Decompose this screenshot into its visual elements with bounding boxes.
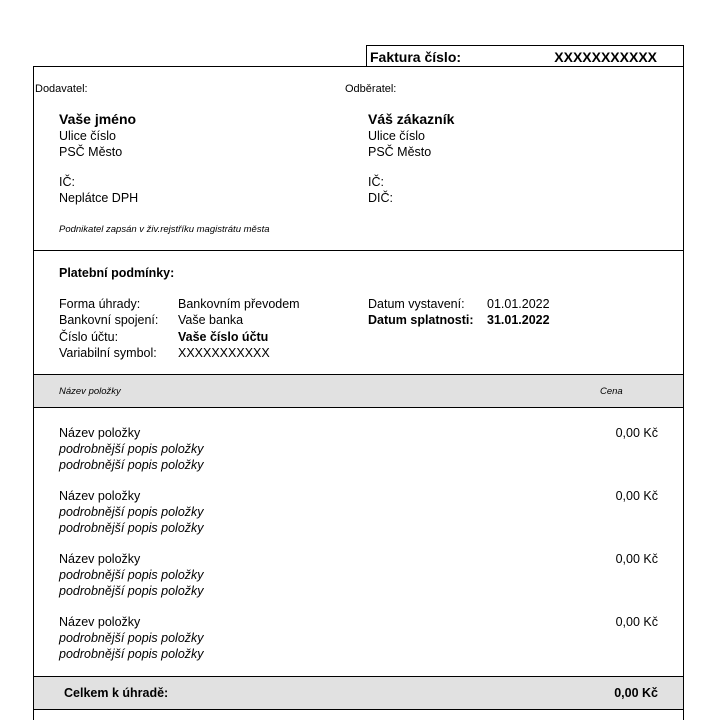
item-price: 0,00 Kč bbox=[615, 615, 658, 629]
total-label: Celkem k úhradě: bbox=[64, 686, 169, 700]
item-name: Název položky bbox=[59, 615, 141, 629]
items-header-name: Název položky bbox=[59, 386, 121, 397]
item-price: 0,00 Kč bbox=[615, 489, 658, 503]
item-description: podrobnější popis položky bbox=[59, 647, 204, 661]
customer-heading: Odběratel: bbox=[345, 83, 397, 95]
supplier-street: Ulice číslo bbox=[59, 129, 116, 143]
total-value: 0,00 Kč bbox=[614, 686, 658, 700]
issue-date-label: Datum vystavení: bbox=[368, 297, 465, 311]
payment-method-value: Bankovním převodem bbox=[178, 297, 300, 311]
item-description: podrobnější popis položky bbox=[59, 584, 204, 598]
item-price: 0,00 Kč bbox=[615, 552, 658, 566]
divider bbox=[33, 407, 684, 408]
account-value: Vaše číslo účtu bbox=[178, 330, 269, 344]
customer-dic: DIČ: bbox=[368, 191, 393, 205]
account-label: Číslo účtu: bbox=[59, 330, 119, 344]
item-name: Název položky bbox=[59, 489, 141, 503]
item-description: podrobnější popis položky bbox=[59, 505, 204, 519]
customer-city: PSČ Město bbox=[368, 145, 432, 159]
customer-ic: IČ: bbox=[368, 175, 384, 189]
invoice-number-label: Faktura číslo: bbox=[370, 49, 462, 65]
customer-street: Ulice číslo bbox=[368, 129, 425, 143]
supplier-name: Vaše jméno bbox=[59, 111, 137, 127]
invoice-number-box bbox=[366, 45, 684, 67]
divider bbox=[33, 709, 684, 710]
item-description: podrobnější popis položky bbox=[59, 631, 204, 645]
variable-symbol-value: XXXXXXXXXXX bbox=[178, 346, 270, 360]
item-description: podrobnější popis položky bbox=[59, 568, 204, 582]
supplier-registration-note: Podnikatel zapsán v živ.rejstříku magistrátu města bbox=[59, 224, 270, 235]
supplier-heading: Dodavatel: bbox=[35, 83, 88, 95]
item-description: podrobnější popis položky bbox=[59, 521, 204, 535]
item-description: podrobnější popis položky bbox=[59, 458, 204, 472]
item-price: 0,00 Kč bbox=[615, 426, 658, 440]
payment-heading: Platební podmínky: bbox=[59, 266, 175, 280]
supplier-vat: Neplátce DPH bbox=[59, 191, 139, 205]
divider bbox=[33, 250, 684, 251]
due-date-label: Datum splatnosti: bbox=[368, 313, 474, 327]
item-name: Název položky bbox=[59, 426, 141, 440]
supplier-ic: IČ: bbox=[59, 175, 75, 189]
variable-symbol-label: Variabilní symbol: bbox=[59, 346, 157, 360]
payment-method-label: Forma úhrady: bbox=[59, 297, 141, 311]
items-header-price: Cena bbox=[600, 386, 623, 397]
item-description: podrobnější popis položky bbox=[59, 442, 204, 456]
invoice-number-value: XXXXXXXXXXX bbox=[554, 49, 657, 65]
issue-date-value: 01.01.2022 bbox=[487, 297, 550, 311]
customer-name: Váš zákazník bbox=[368, 111, 455, 127]
due-date-value: 31.01.2022 bbox=[487, 313, 550, 327]
bank-label: Bankovní spojení: bbox=[59, 313, 159, 327]
item-name: Název položky bbox=[59, 552, 141, 566]
bank-value: Vaše banka bbox=[178, 313, 244, 327]
supplier-city: PSČ Město bbox=[59, 145, 123, 159]
items-header bbox=[34, 375, 683, 407]
